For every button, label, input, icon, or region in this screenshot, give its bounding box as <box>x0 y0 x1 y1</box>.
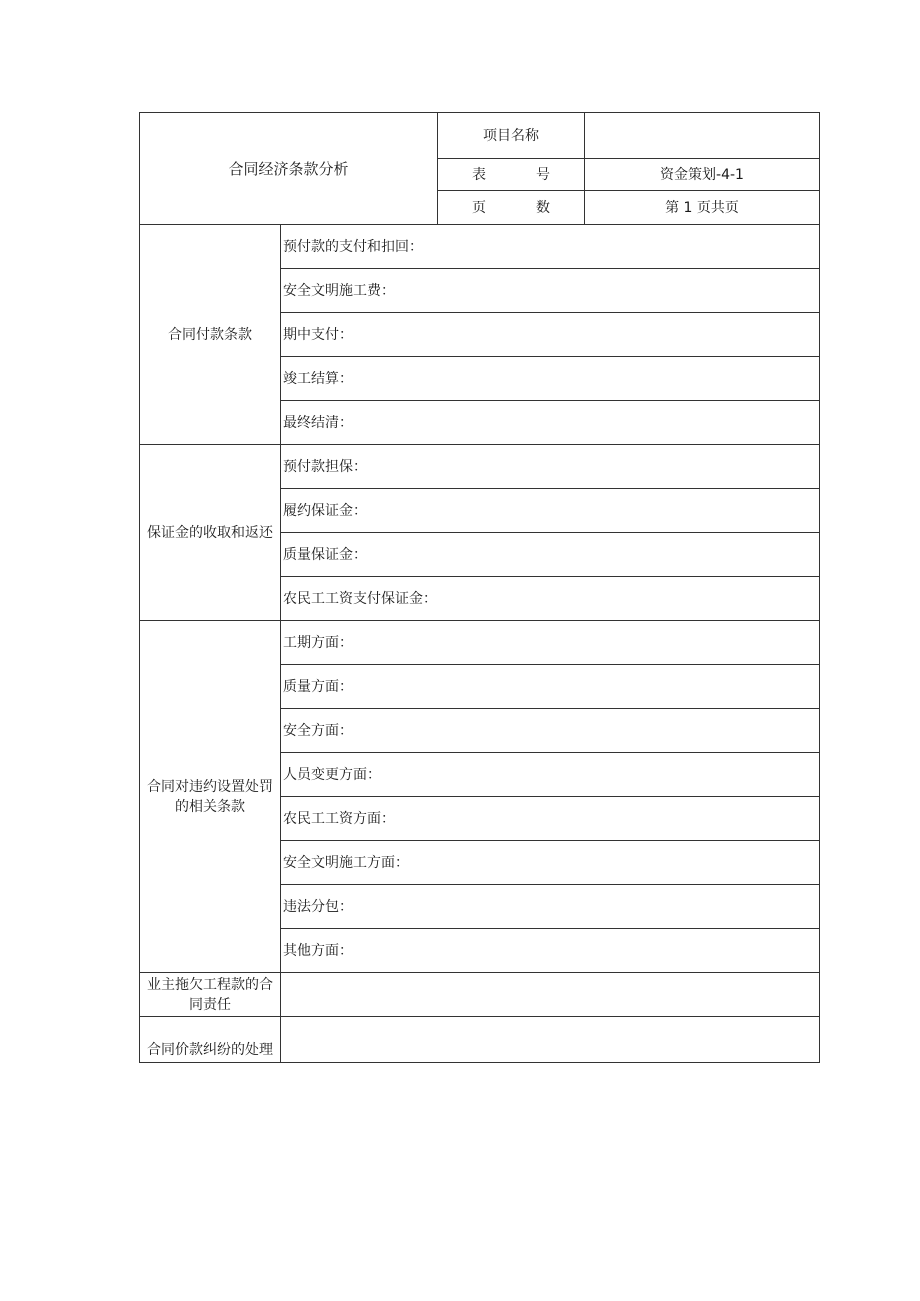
payment-item[interactable]: 最终结清： <box>281 401 820 445</box>
form-number-label <box>438 159 585 191</box>
page-count-prefix: 第 <box>665 199 680 216</box>
page-count-value <box>585 191 820 225</box>
deposit-section-label: 保证金的收取和返还 <box>140 445 281 621</box>
penalty-item[interactable]: 安全方面： <box>281 709 820 753</box>
form-title: 合同经济条款分析 <box>140 113 438 225</box>
payment-section-label: 合同付款条款 <box>140 225 281 445</box>
penalty-item[interactable]: 违法分包： <box>281 885 820 929</box>
payment-item[interactable]: 预付款的支付和扣回： <box>281 225 820 269</box>
deposit-item[interactable]: 履约保证金： <box>281 489 820 533</box>
project-name-field[interactable] <box>585 113 820 159</box>
deposit-item[interactable]: 农民工工资支付保证金： <box>281 577 820 621</box>
penalty-item[interactable]: 工期方面： <box>281 621 820 665</box>
form-number-prefix: 资金策划 <box>660 166 717 183</box>
arrears-field[interactable] <box>281 973 820 1017</box>
payment-item[interactable]: 安全文明施工费： <box>281 269 820 313</box>
project-name-label: 项目名称 <box>438 113 585 159</box>
penalty-item[interactable]: 农民工工资方面： <box>281 797 820 841</box>
dispute-section-label: 合同价款纠纷的处理 <box>140 1017 281 1063</box>
form-number-code: -4-1 <box>716 166 744 183</box>
penalty-item[interactable]: 人员变更方面： <box>281 753 820 797</box>
penalty-item[interactable]: 其他方面： <box>281 929 820 973</box>
payment-item[interactable]: 竣工结算： <box>281 357 820 401</box>
penalty-section-label: 合同对违约设置处罚的相关条款 <box>140 621 281 973</box>
penalty-item[interactable]: 安全文明施工方面： <box>281 841 820 885</box>
form-number-label-a: 表 <box>472 166 487 183</box>
page-number: 1 <box>683 199 693 216</box>
payment-item[interactable]: 期中支付： <box>281 313 820 357</box>
arrears-section-label: 业主拖欠工程款的合同责任 <box>140 973 281 1017</box>
deposit-item[interactable]: 质量保证金： <box>281 533 820 577</box>
page-count-label-a: 页 <box>472 199 487 216</box>
page-count-label-b: 数 <box>536 199 551 216</box>
page-count-label <box>438 191 585 225</box>
form-number-label-b: 号 <box>536 166 551 183</box>
form-table <box>139 112 820 1063</box>
form-number-value <box>585 159 820 191</box>
dispute-field[interactable] <box>281 1017 820 1063</box>
penalty-item[interactable]: 质量方面： <box>281 665 820 709</box>
page-count-suffix: 页共页 <box>696 199 739 216</box>
contract-analysis-form <box>139 112 819 1063</box>
deposit-item[interactable]: 预付款担保： <box>281 445 820 489</box>
